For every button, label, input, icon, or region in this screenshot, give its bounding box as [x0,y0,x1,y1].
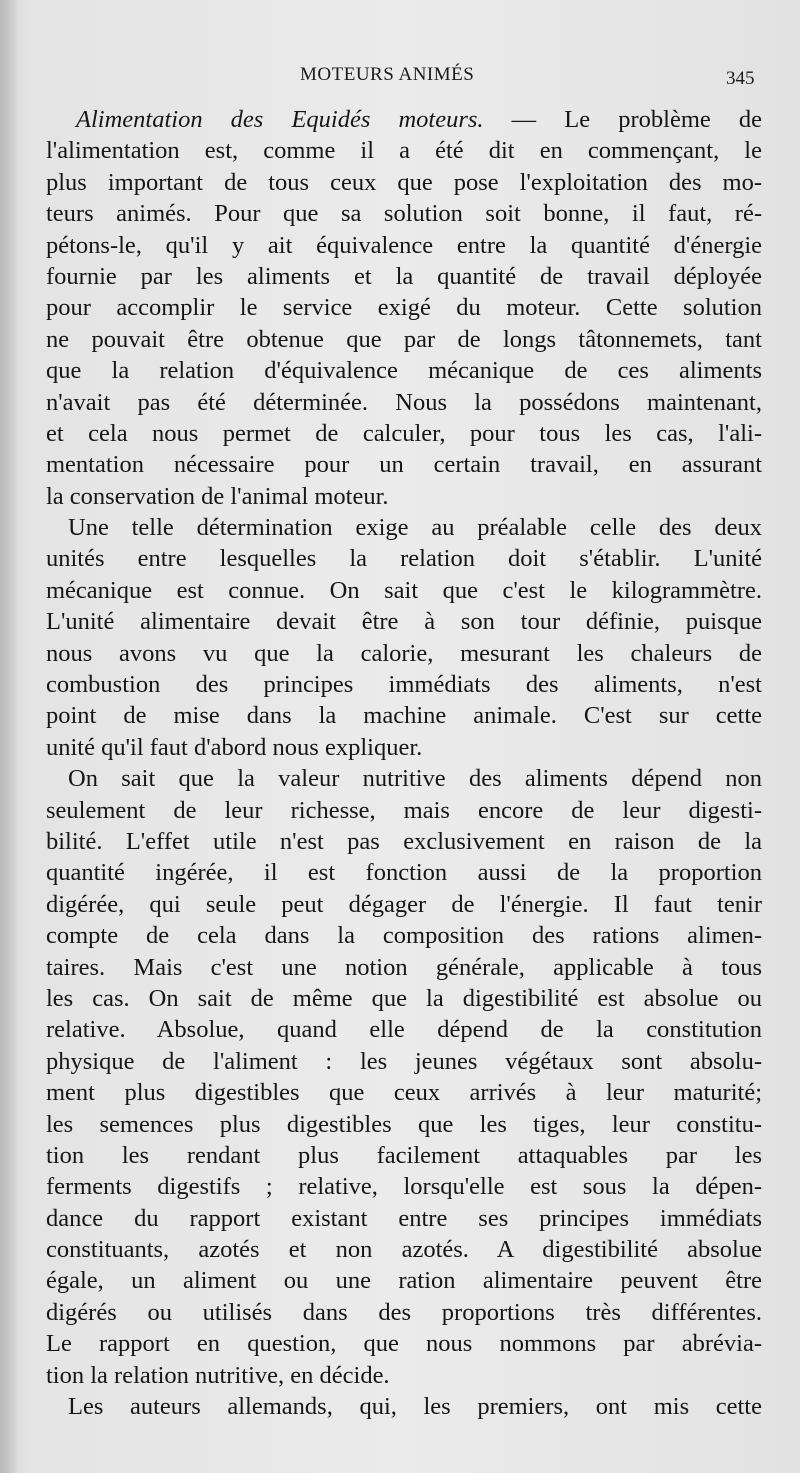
text-line: taires. Mais c'est une notion générale, applicable à tous [46,953,762,981]
text-line: les semences plus digestibles que les tiges, leur constitu- [46,1110,762,1138]
text-line: teurs animés. Pour que sa solution soit bonne, il faut, ré- [46,200,762,228]
text-line: constituants, azotés et non azotés. A digestibilité absolue [46,1236,762,1264]
text-line: les cas. On sait de même que la digestibilité est absolue ou [46,984,762,1012]
binding-shadow [0,0,18,1473]
body-text [46,104,762,1422]
text-line: physique de l'aliment : les jeunes végétaux sont absolu- [46,1047,762,1075]
text-line: unités entre lesquelles la relation doit s'établir. L'unité [46,545,762,573]
text-line: mécanique est connue. On sait que c'est le kilogrammètre. [46,576,762,604]
text-line: égale, un aliment ou une ration alimentaire peuvent être [46,1267,762,1295]
text-line: digérés ou utilisés dans des proportions très différentes. [46,1298,762,1326]
text-line: mentation nécessaire pour un certain travail, en assurant [46,451,762,479]
text-line: bilité. L'effet utile n'est pas exclusivement en raison de la [46,827,762,855]
text-line: pour accomplir le service exigé du moteur. Cette solution [46,294,762,322]
running-head [0,64,800,98]
text-line: tion la relation nutritive, en décide. [46,1361,390,1389]
text-line: point de mise dans la machine animale. C'est sur cette [46,702,762,730]
paragraph-first-line: Une telle détermination exige au préalable celle des deux [68,514,762,542]
section-heading-lead-in: — Le problème de [483,106,762,133]
text-line: combustion des principes immédiats des aliments, n'est [46,671,762,699]
text-line: Le rapport en question, que nous nommons par abrévia- [46,1330,762,1358]
text-line: ne pouvait être obtenue que par de longs tâtonnemets, tant [46,325,762,353]
text-line: compte de cela dans la composition des rations alimen- [46,922,762,950]
text-line: quantité ingérée, il est fonction aussi de la proportion [46,859,762,887]
text-line: plus important de tous ceux que pose l'exploitation des mo- [46,168,762,196]
text-line: digérée, qui seule peut dégager de l'énergie. Il faut tenir [46,890,762,918]
paragraph-first-line: On sait que la valeur nutritive des aliments dépend non [68,765,762,793]
running-title: MOTEURS ANIMÉS [300,64,475,85]
text-line: fournie par les aliments et la quantité de travail déployée [46,262,762,290]
section-heading-line [46,104,762,135]
text-line: tion les rendant plus facilement attaquables par les [46,1141,762,1169]
text-line: relative. Absolue, quand elle dépend de la constitution [46,1016,762,1044]
text-line: et cela nous permet de calculer, pour tous les cas, l'ali- [46,419,762,447]
text-line: dance du rapport existant entre ses principes immédiats [46,1204,762,1232]
text-line: unité qu'il faut d'abord nous expliquer. [46,733,423,761]
paragraph-first-line: Les auteurs allemands, qui, les premiers, ont mis cette [68,1393,762,1421]
text-line: ment plus digestibles que ceux arrivés à leur maturité; [46,1079,762,1107]
text-line: la conservation de l'animal moteur. [46,482,389,510]
section-heading: Alimentation des Equidés moteurs. [76,106,484,133]
page-number: 345 [726,68,755,89]
text-line: pétons-le, qu'il y ait équivalence entre la quantité d'énergie [46,231,762,259]
text-line: que la relation d'équivalence mécanique de ces aliments [46,357,762,385]
text-line: n'avait pas été déterminée. Nous la possédons maintenant, [46,388,762,416]
text-line: l'alimentation est, comme il a été dit en commençant, le [46,137,762,165]
text-line: L'unité alimentaire devait être à son tour définie, puisque [46,608,762,636]
text-line: nous avons vu que la calorie, mesurant les chaleurs de [46,639,762,667]
text-line: ferments digestifs ; relative, lorsqu'elle est sous la dépen- [46,1173,762,1201]
text-line: seulement de leur richesse, mais encore de leur digesti- [46,796,762,824]
